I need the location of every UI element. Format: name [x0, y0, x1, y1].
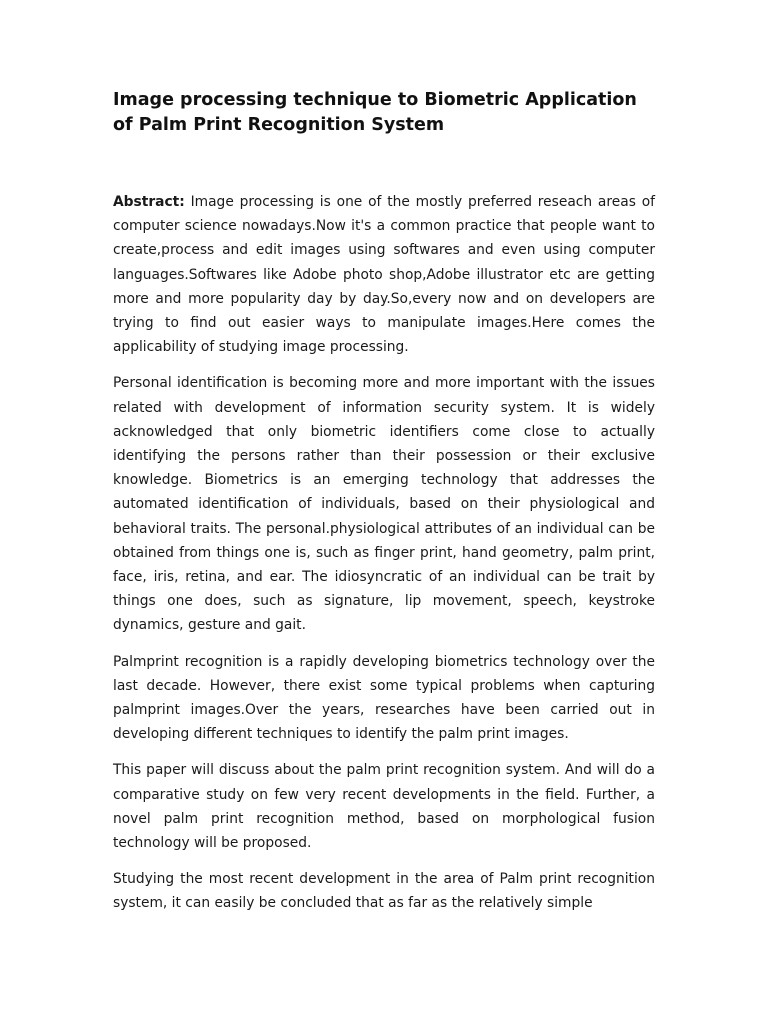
abstract-text: Image processing is one of the mostly preferred reseach areas of computer science nowadays.Now it's a common practice that people want to create,process and edit images using softwares and even using computer languages.Softwares like Adobe photo shop,Adobe illustrator etc are getting more and more popularity day by day.So,every now and on developers are trying to find out easier ways to manipulate images.Here comes the applicability of studying image processing. — [113, 194, 655, 356]
document-title: Image processing technique to Biometric Application of Palm Print Recognition System — [113, 90, 637, 135]
body-paragraph-recent-development: Studying the most recent development in the area of Palm print recognition system, it can easily be concluded that as far as the relatively simple — [113, 871, 655, 912]
document-page — [113, 88, 655, 928]
abstract-paragraph — [113, 190, 655, 359]
body-paragraph-paper-scope: This paper will discuss about the palm print recognition system. And will do a comparative study on few very recent developments in the field. Further, a novel palm print recognition method, based on morphological fusion technology will be proposed. — [113, 762, 655, 852]
abstract-label: Abstract: — [113, 194, 185, 210]
body-paragraph-palmprint-recognition: Palmprint recognition is a rapidly developing biometrics technology over the last decade. However, there exist some typical problems when capturing palmprint images.Over the years, researches have been carried out in developing different techniques to identify the palm print images. — [113, 653, 655, 743]
body-paragraph-personal-identification: Personal identification is becoming more and more important with the issues related with development of information security system. It is widely acknowledged that only biometric identifiers come close to actually identifying the persons rather than their possession or their exclusive knowledge. Biometrics is an emerging technology that addresses the automated identification of individuals, based on their physiological and behavioral traits. The personal.physiological attributes of an individual can be obtained from things one is, such as finger print, hand geometry, palm print, face, iris, retina, and ear. The idiosyncratic of an individual can be trait by things one does, such as signature, lip movement, speech, keystroke dynamics, gesture and gait. — [113, 375, 655, 634]
